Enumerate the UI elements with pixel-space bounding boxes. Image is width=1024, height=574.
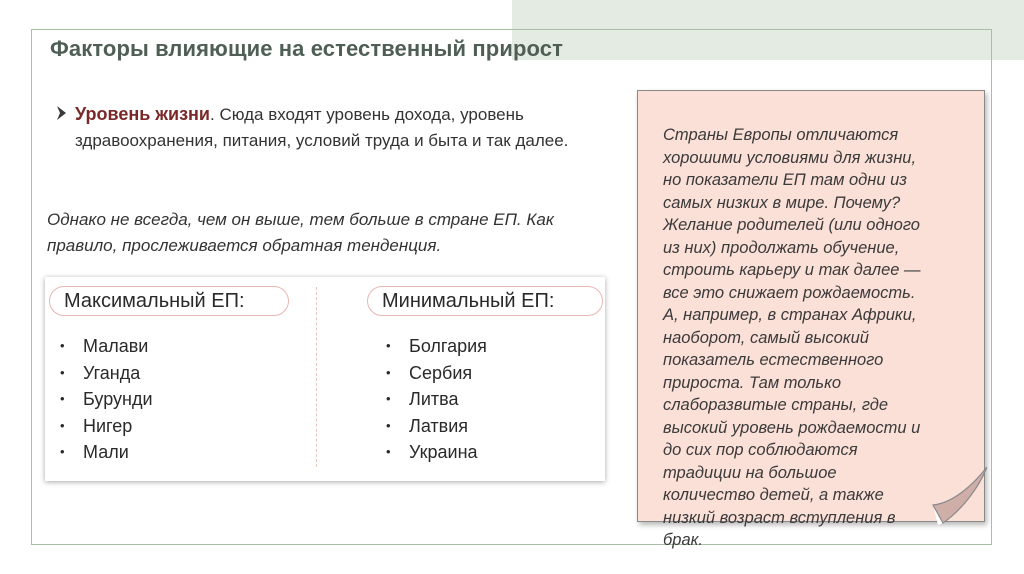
- slide-title: Факторы влияющие на естественный прирост: [50, 36, 563, 61]
- bullet-living-standard: [55, 101, 575, 154]
- list-item: • Мали: [59, 439, 153, 466]
- list-item: • Латвия: [385, 413, 487, 440]
- countries-table: [45, 277, 605, 481]
- min-header: Минимальный ЕП:: [367, 286, 603, 316]
- list-item: • Украина: [385, 439, 487, 466]
- list-item: • Малави: [59, 333, 153, 360]
- list-item: • Болгария: [385, 333, 487, 360]
- list-item: • Литва: [385, 386, 487, 413]
- bullet-lead: Уровень жизни: [75, 104, 210, 124]
- column-divider: [316, 287, 317, 467]
- list-item: • Бурунди: [59, 386, 153, 413]
- arrow-bullet-icon: [55, 104, 69, 122]
- min-list: [385, 333, 487, 466]
- card-text: Страны Европы отличаются хорошими условиями для жизни, но показатели ЕП там одни из самых низких в мире. Почему? Желание родителей (или одного из них) продолжать обучение, строить карьеру и так далее — все это снижает рождаемость. А, например, в странах Африки, наоборот, самый высокий показатель естественного прироста. Там только слаборазвитые страны, где высокий уровень рождаемости и до сих пор соблюдаются традиции на большое количество детей, а также низкий возраст вступления в брак.: [663, 126, 921, 549]
- list-item: • Нигер: [59, 413, 153, 440]
- max-list: [59, 333, 153, 466]
- note-text: Однако не всегда, чем он выше, тем больше в стране ЕП. Как правило, прослеживается обратная тенденция.: [47, 210, 554, 255]
- list-item: • Сербия: [385, 360, 487, 387]
- bullet-text: . Сюда входят уровень дохода, уровень здравоохранения, питания, условий труда и быта и так далее.: [75, 105, 569, 150]
- max-header: Максимальный ЕП:: [49, 286, 289, 316]
- list-item: • Уганда: [59, 360, 153, 387]
